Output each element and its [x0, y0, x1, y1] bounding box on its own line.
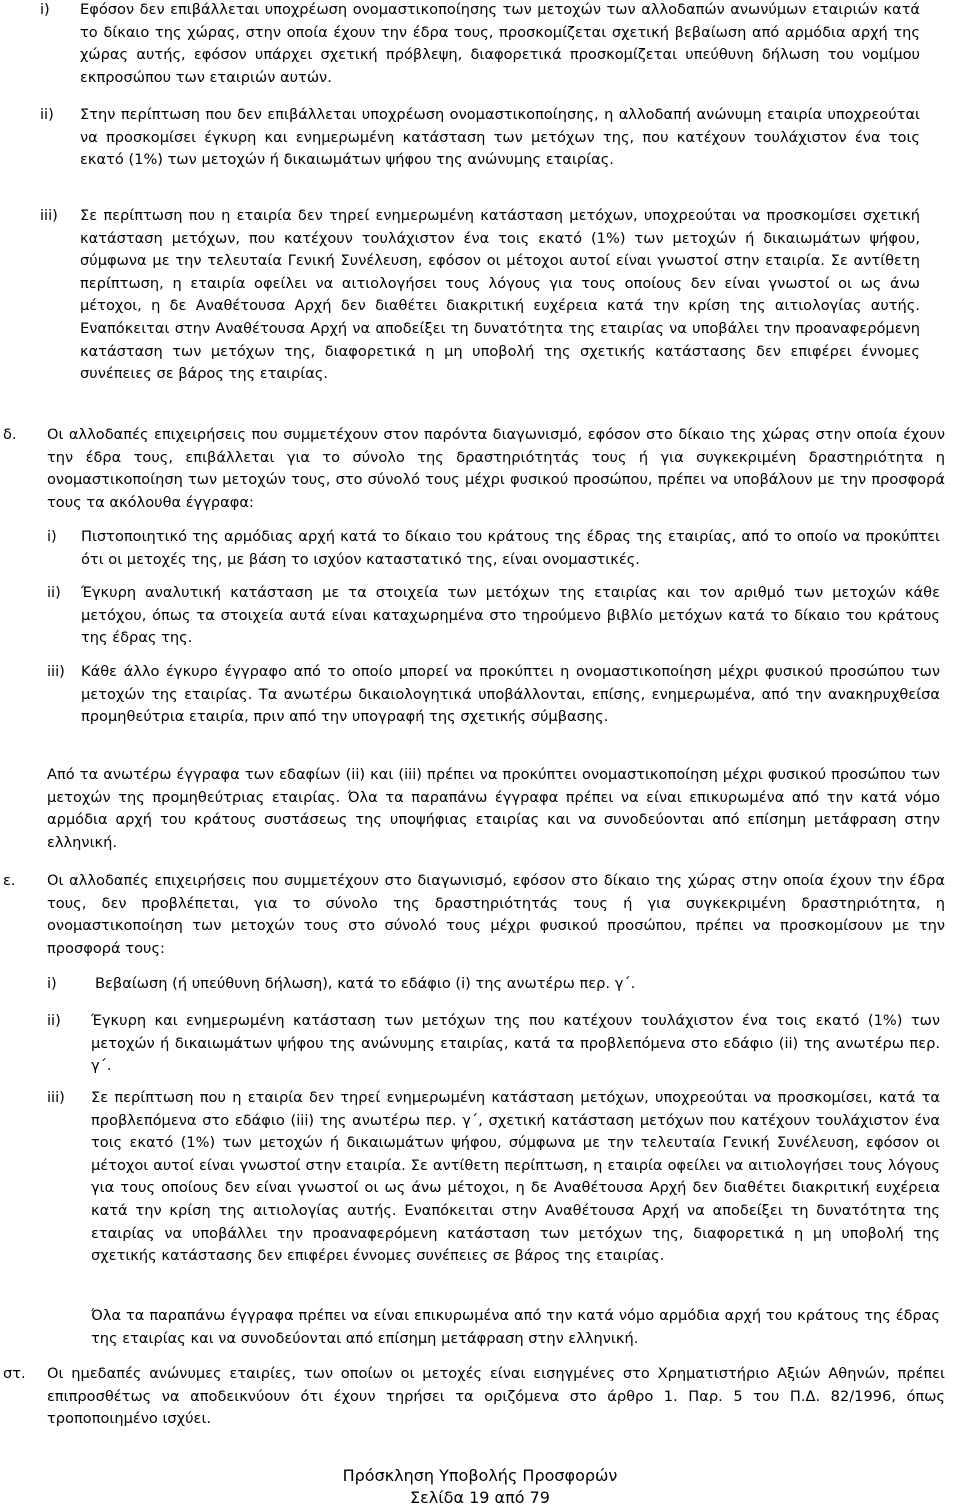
item-number: i): [47, 528, 57, 545]
list-item: [40, 104, 920, 172]
list-item: [47, 973, 940, 996]
item-number: i): [47, 975, 57, 992]
closing-text: Από τα ανωτέρω έγγραφα των εδαφίων (ii) και (iii) πρέπει να προκύπτει ονομαστικοποίηση μέχρι φυσικού προσώπου των μετοχών της προμηθεύτριας εταιρίας. Όλα τα παραπάνω έγγραφα πρέπει να είναι επικυρωμένα από την κατά νόμο αρμόδια αρχή του κράτους συστάσεως της υποψήφιας εταιρίας και να συνοδεύονται από επίσημη μετάφραση στην ελληνική.: [47, 766, 940, 851]
section-number: ε.: [3, 872, 16, 889]
item-number: ii): [40, 106, 54, 123]
item-number: ii): [47, 584, 61, 601]
section-number: στ.: [3, 1365, 26, 1382]
item-number: iii): [40, 207, 58, 224]
section-text: Οι ημεδαπές ανώνυμες εταιρίες, των οποίων οι μετοχές είναι εισηγμένες στο Χρηματιστήριο Αξιών Αθηνών, πρέπει επιπροσθέτως να αποδεικνύουν ότι έχουν τηρήσει τα οριζόμενα στο άρθρο 1. Παρ. 5 του Π.Δ. 82/1996, όπως τροποποιημένο ισχύει.: [47, 1365, 945, 1428]
section-closing: [91, 1305, 940, 1350]
item-text: Έγκυρη και ενημερωμένη κατάσταση των μετόχων της που κατέχουν τουλάχιστον ένα τοις εκατό (1%) των μετοχών ή δικαιωμάτων ψήφου της ανώνυμης εταιρίας, κατά τα προβλεπόμενα στο εδάφιο (ii) της ανωτέρω περ. γ΄.: [91, 1012, 940, 1075]
item-text: Στην περίπτωση που δεν επιβάλλεται υποχρέωση ονομαστικοποίησης, η αλλοδαπή ανώνυμη εταιρία υποχρεούται να προσκομίσει έγκυρη και ενημερωμένη κατάσταση των μετόχων της, που κατέχουν τουλάχιστον ένα τοις εκατό (1%) των μετοχών ή δικαιωμάτων ψήφου της ανώνυμης εταιρίας.: [80, 106, 920, 169]
item-text: Πιστοποιητικό της αρμόδιας αρχή κατά το δίκαιο του κράτους της έδρας της εταιρίας, από το οποίο να προκύπτει ότι οι μετοχές της, με βάση το ισχύον καταστατικό της, είναι ονομαστικές.: [81, 528, 940, 568]
item-text: Εφόσον δεν επιβάλλεται υποχρέωση ονομαστικοποίησης των μετοχών των αλλοδαπών ανωνύμων εταιριών κατά το δίκαιο της χώρας, στην οποία έχουν την έδρα τους, προσκομίζεται σχετική βεβαίωση από αρμόδια αρχή της χώρας αυτής, εφόσον υπάρχει σχετική πρόβλεψη, διαφορετικά προσκομίζεται υπεύθυνη δήλωση του νομίμου εκπροσώπου των εταιριών αυτών.: [80, 1, 920, 86]
list-item: [47, 526, 940, 571]
item-number: iii): [47, 663, 65, 680]
item-number: ii): [47, 1012, 61, 1029]
closing-text: Όλα τα παραπάνω έγγραφα πρέπει να είναι επικυρωμένα από την κατά νόμο αρμόδια αρχή του κράτους της έδρας της εταιρίας και να συνοδεύονται από επίσημη μετάφραση στην ελληνική.: [91, 1307, 940, 1347]
item-number: i): [40, 1, 50, 18]
footer-title: Πρόσκληση Υποβολής Προσφορών: [342, 1466, 618, 1485]
section-number: δ.: [3, 426, 17, 443]
section-closing: [47, 764, 940, 854]
item-text: Κάθε άλλο έγκυρο έγγραφο από το οποίο μπορεί να προκύπτει η ονομαστικοποίηση μέχρι φυσικού προσώπου των μετοχών της εταιρίας. Τα ανωτέρω δικαιολογητικά υποβάλλονται, επίσης, ενημερωμένα, από την ανακηρυχθείσα προμηθεύτρια εταιρία, πριν από την υπογραφή της σχετικής σύμβασης.: [81, 663, 940, 726]
page-number: Σελίδα 19 από 79: [410, 1488, 550, 1507]
item-number: iii): [47, 1089, 65, 1106]
section-e: [3, 870, 945, 960]
list-item: [47, 1010, 940, 1078]
list-item: [40, 0, 920, 89]
item-text: Βεβαίωση (ή υπεύθυνη δήλωση), κατά το εδάφιο (i) της ανωτέρω περ. γ΄.: [95, 975, 636, 992]
list-item: [47, 1087, 940, 1268]
list-item: [47, 582, 940, 650]
section-st: [3, 1363, 945, 1431]
section-d: [3, 424, 945, 514]
section-text: Οι αλλοδαπές επιχειρήσεις που συμμετέχουν στο διαγωνισμό, εφόσον στο δίκαιο της χώρας στην οποία έχουν την έδρα τους, δεν προβλέπεται, για το σύνολο της δραστηριότητάς τους ή για συγκεκριμένη δραστηριότητα, η ονομαστικοποίηση των μετοχών τους στο σύνολό τους μέχρι φυσικού προσώπου, πρέπει να προσκομίσουν με την προσφορά τους:: [47, 872, 945, 957]
item-text: Έγκυρη αναλυτική κατάσταση με τα στοιχεία των μετόχων της εταιρίας και τον αριθμό των μετοχών κάθε μετόχου, όπως τα στοιχεία αυτά είναι καταχωρημένα στο τηρούμενο βιβλίο μετόχων κατά το δίκαιο του κράτους της έδρας της.: [81, 584, 940, 647]
item-text: Σε περίπτωση που η εταιρία δεν τηρεί ενημερωμένη κατάσταση μετόχων, υποχρεούται να προσκομίσει σχετική κατάσταση μετόχων, που κατέχουν τουλάχιστον ένα τοις εκατό (1%) των μετοχών ή δικαιωμάτων ψήφου, σύμφωνα με την τελευταία Γενική Συνέλευση, εφόσον οι μέτοχοι αυτοί είναι γνωστοί στην εταιρία. Σε αντίθετη περίπτωση, η εταιρία οφείλει να αιτιολογήσει τους λόγους για τους οποίους δεν είναι γνωστοί οι ως άνω μέτοχοι, η δε Αναθέτουσα Αρχή δεν διαθέτει διακριτική ευχέρεια κατά την κρίση της αιτιολογίας αυτής. Εναπόκειται στην Αναθέτουσα Αρχή να αποδείξει τη δυνατότητα της εταιρίας να υποβάλει την προαναφερόμενη κατάσταση των μετόχων της, διαφορετικά η μη υποβολή της σχετικής κατάστασης δεν επιφέρει έννομες συνέπειες σε βάρος της εταιρίας.: [80, 207, 920, 383]
list-item: [40, 205, 920, 386]
item-text: Σε περίπτωση που η εταιρία δεν τηρεί ενημερωμένη κατάσταση μετόχων, υποχρεούται να προσκομίσει, κατά τα προβλεπόμενα στο εδάφιο (iii) της ανωτέρω περ. γ΄, σχετική κατάσταση μετόχων που κατέχουν τουλάχιστον ένα τοις εκατό (1%) των μετοχών ή δικαιωμάτων ψήφου, σύμφωνα με την τελευταία Γενική Συνέλευση, εφόσον οι μέτοχοι αυτοί είναι γνωστοί στην εταιρία. Σε αντίθετη περίπτωση, η εταιρία οφείλει να αιτιολογήσει τους λόγους για τους οποίους δεν είναι γνωστοί οι ως άνω μέτοχοι, η δε Αναθέτουσα Αρχή δεν διαθέτει διακριτική ευχέρεια κατά την κρίση της αιτιολογίας αυτής. Εναπόκειται στην Αναθέτουσα Αρχή να αποδείξει τη δυνατότητα της εταιρίας να υποβάλλει την προαναφερόμενη κατάσταση των μετόχων της, διαφορετικά η μη υποβολή της σχετικής κατάστασης δεν επιφέρει έννομες συνέπειες σε βάρος της εταιρίας.: [91, 1089, 940, 1265]
list-item: [47, 661, 940, 729]
section-text: Οι αλλοδαπές επιχειρήσεις που συμμετέχουν στον παρόντα διαγωνισμό, εφόσον στο δίκαιο της χώρας στην οποία έχουν την έδρα τους, επιβάλλεται για το σύνολο της δραστηριότητάς τους ή για συγκεκριμένη δραστηριότητα η ονομαστικοποίηση των μετοχών τους, στο σύνολό τους μέχρι φυσικού προσώπου, πρέπει να υποβάλουν με την προσφορά τους τα ακόλουθα έγγραφα:: [47, 426, 945, 511]
